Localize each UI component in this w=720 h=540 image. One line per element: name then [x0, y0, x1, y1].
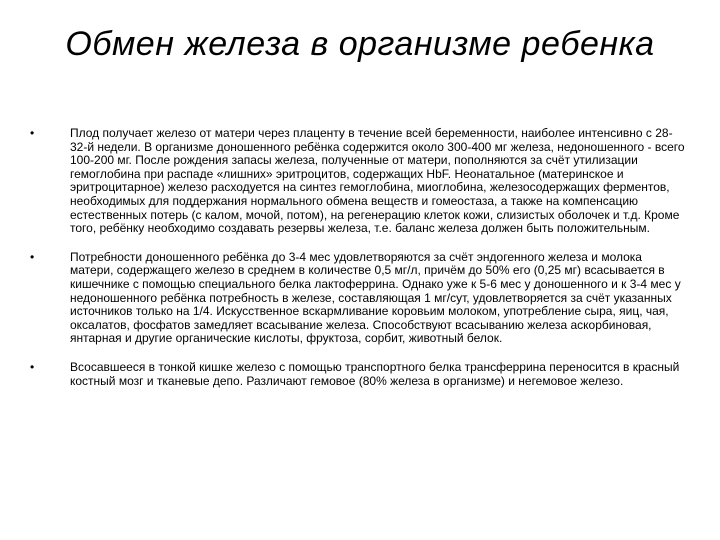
bullet-dot-icon: •: [30, 359, 35, 374]
slide-title: Обмен железа в организме ребенка: [65, 25, 655, 63]
bullet-text: Плод получает железо от матери через плаценту в течение всей беременности, наиболее интенсивно с 28-32-й недели. В организме доношенного ребёнка содержится около 300-400 мг железа, недоношенного - всего 100-200 мг. После рождения запасы железа, полученные от матери, пополняются за счёт утилизации гемоглобина при распаде «лишних» эритроцитов, содержащих HbF. Неонатальное (материнское и эритроцитарное) железо расходуется на синтез гемоглобина, миоглобина, железосодержащих ферментов, необходимых для поддержания нормального обмена веществ и гомеостаза, а также на компенсацию естественных потерь (с калом, мочой, потом), на регенерацию клеток кожи, слизистых оболочек и т.д. Кроме того, ребёнку необходимо создавать резервы железа, т.е. баланс железа должен быть положительным.: [70, 126, 685, 236]
bullet-item-1: [30, 127, 685, 236]
bullet-dot-icon: •: [30, 249, 35, 264]
bullet-item-3: [30, 361, 685, 388]
bullet-dot-icon: •: [30, 126, 35, 140]
bullet-list: [30, 127, 685, 403]
bullet-text: Потребности доношенного ребёнка до 3-4 мес удовлетворяются за счёт эндогенного железа и молока матери, содержащего железо в среднем в количестве 0,5 мг/л, причём до 50% его (0,25 мг) всасывается в кишечнике с помощью специального белка лактоферрина. Однако уже к 5-6 мес у доношенного и к 3-4 мес у недоношенного ребёнка потребность в железе, составляющая 1 мг/сут, удовлетворяется за счёт указанных источников только на 1/4. Искусственное вскармливание коровьим молоком, употребление сыра, яиц, чая, оксалатов, фосфатов замедляет всасывание железа. Способствуют всасыванию железа аскорбиновая, янтарная и другие органические кислоты, фруктоза, сорбит, животный белок.: [70, 249, 681, 346]
bullet-item-2: [30, 251, 685, 346]
bullet-text: Всосавшееся в тонкой кишке железо с помощью транспортного белка трансферрина переносится в красный костный мозг и тканевые депо. Различают гемовое (80% железа в организме) и негемовое железо.: [70, 359, 680, 388]
